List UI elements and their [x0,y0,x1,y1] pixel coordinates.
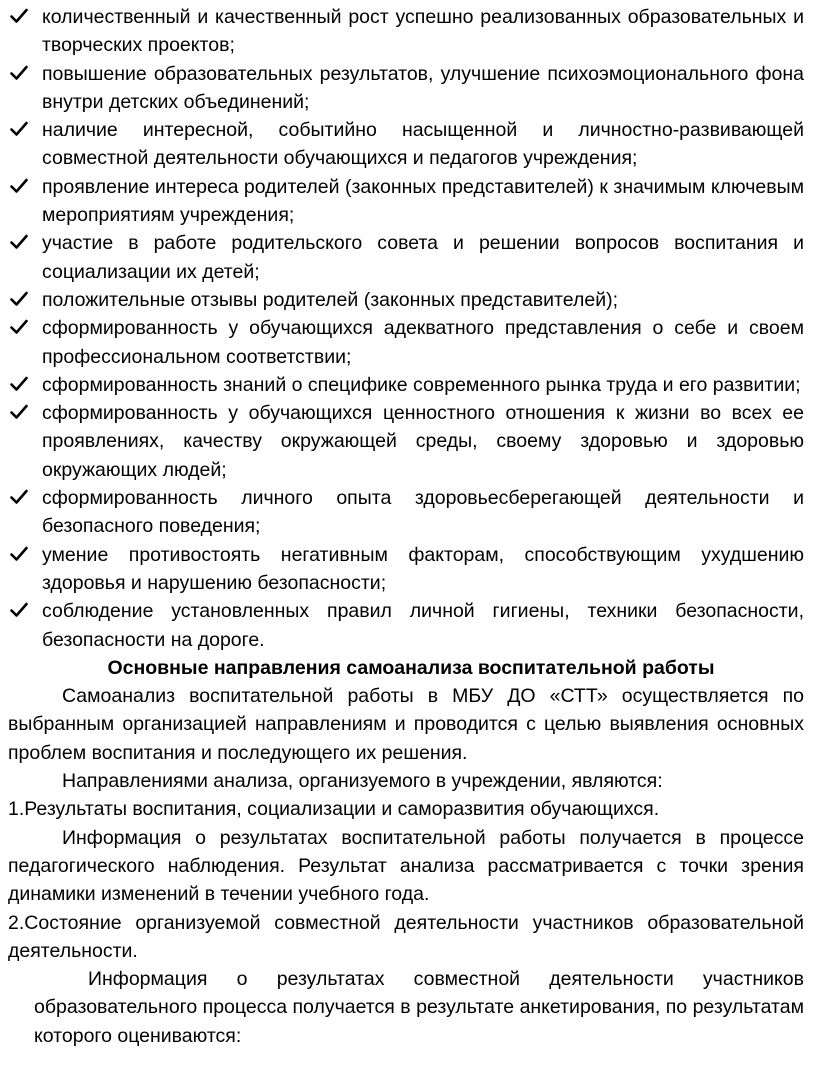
checklist-item [8,399,804,484]
checklist-item [8,3,804,60]
checkmark-icon [10,314,32,342]
checkmark-icon [10,3,32,31]
checkmark-icon [10,597,32,625]
direction-item-2: 2.Состояние организуемой совместной деятельности участников образовательной деятельности. [8,911,804,962]
checklist-item-text: повышение образовательных результатов, улучшение психоэмоционального фона внутри детских объединений; [42,62,804,113]
checkmark-icon [10,229,32,257]
checklist-item [8,484,804,541]
checklist-item [8,541,804,598]
checklist-item [8,116,804,173]
checkmark-icon [10,541,32,569]
checklist-item-text: соблюдение установленных правил личной гигиены, техники безопасности, безопасности на дороге. [42,600,804,651]
checklist-item [8,286,804,314]
checkmark-icon [10,371,32,399]
checkmark-icon [10,173,32,201]
checklist-item [8,173,804,230]
checklist-item-text: участие в работе родительского совета и решении вопросов воспитания и социализации их детей; [42,232,804,283]
intro-paragraph: Самоанализ воспитательной работы в МБУ ДО «СТТ» осуществляется по выбранным организацией направлениям и проводится с целью выявления основных проблем воспитания и последующего их решения. [8,685,804,764]
checklist-item-text: сформированность знаний о специфике современного рынка труда и его развитии; [42,373,801,396]
checklist-item-text: умение противостоять негативным факторам, способствующим ухудшению здоровья и нарушению безопасности; [42,543,804,594]
checkmark-icon [10,60,32,88]
checkmark-icon [10,399,32,427]
checkmark-icon [10,286,32,314]
checklist-item [8,229,804,286]
checklist-item [8,371,804,399]
direction-item-2-info: Информация о результатах совместной деятельности участников образовательного процесса получается в результате анкетирования, по результатам которого оцениваются: [34,968,804,1047]
checkmark-icon [10,116,32,144]
checklist-item-text: проявление интереса родителей (законных представителей) к значимым ключевым мероприятиям учреждения; [42,175,804,227]
checklist-item [8,60,804,117]
checklist-item [8,597,804,654]
checklist-item [8,314,804,371]
results-checklist [8,3,804,654]
direction-item-1: 1.Результаты воспитания, социализации и саморазвития обучающихся. [8,798,660,821]
checklist-item-text: положительные отзывы родителей (законных представителей); [42,288,618,311]
checklist-item-text: наличие интересной, событийно насыщенной и личностно-развивающей совместной деятельности обучающихся и педагогов учреждения; [42,119,804,170]
checkmark-icon [10,484,32,512]
checklist-item-text: сформированность личного опыта здоровьесберегающей деятельности и безопасного поведения; [42,487,804,538]
section-heading: Основные направления самоанализа воспитательной работы [107,656,715,679]
checklist-item-text: сформированность у обучающихся адекватного представления о себе и своем профессиональном соответствии; [42,317,804,368]
directions-intro: Направлениями анализа, организуемого в учреждении, являются: [62,770,663,793]
checklist-item-text: сформированность у обучающихся ценностного отношения к жизни во всех ее проявлениях, качеству окружающей среды, своему здоровью и здоровью окружающих людей; [42,402,804,481]
direction-item-1-info: Информация о результатах воспитательной работы получается в процессе педагогического наблюдения. Результат анализа рассматривается с точки зрения динамики изменений в течении учебного года. [8,826,804,906]
checklist-item-text: количественный и качественный рост успешно реализованных образовательных и творческих проектов; [42,6,804,57]
